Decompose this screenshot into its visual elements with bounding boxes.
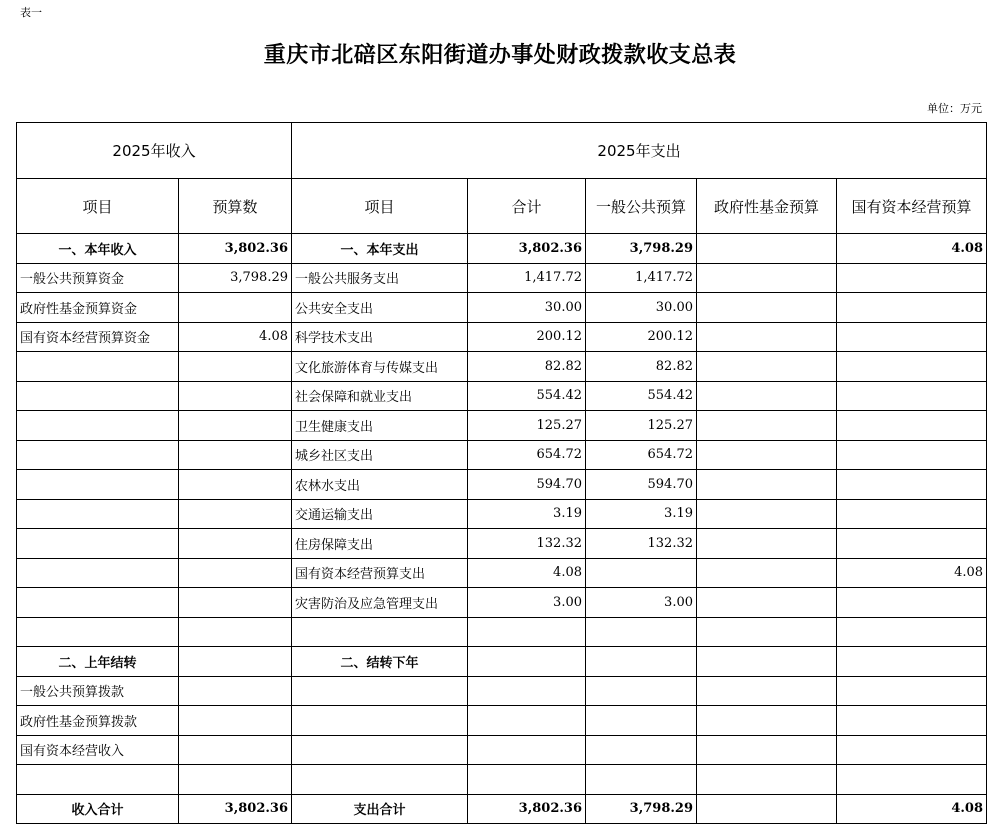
general-budget-cell bbox=[586, 765, 697, 795]
col-header-income-budget: 预算数 bbox=[179, 179, 292, 234]
expense-item-cell: 公共安全支出 bbox=[292, 293, 468, 323]
col-header-gov-fund-budget: 政府性基金预算 bbox=[697, 179, 837, 234]
expense-item-cell: 社会保障和就业支出 bbox=[292, 381, 468, 411]
income-budget-cell bbox=[179, 499, 292, 529]
income-item-cell: 国有资本经营预算资金 bbox=[17, 322, 179, 352]
gov-fund-budget-cell bbox=[697, 234, 837, 264]
gov-fund-budget-cell bbox=[697, 411, 837, 441]
expense-item-cell bbox=[292, 735, 468, 765]
gov-fund-budget-cell bbox=[697, 499, 837, 529]
gov-fund-budget-cell bbox=[697, 588, 837, 618]
gov-fund-budget-cell bbox=[697, 617, 837, 647]
general-budget-cell: 3.19 bbox=[586, 499, 697, 529]
income-budget-cell bbox=[179, 588, 292, 618]
income-item-cell: 国有资本经营收入 bbox=[17, 735, 179, 765]
expense-total-cell: 3,802.36 bbox=[468, 234, 586, 264]
expense-total-cell bbox=[468, 617, 586, 647]
expense-item-cell: 科学技术支出 bbox=[292, 322, 468, 352]
general-budget-cell: 200.12 bbox=[586, 322, 697, 352]
gov-fund-budget-cell bbox=[697, 529, 837, 559]
expense-total-cell: 82.82 bbox=[468, 352, 586, 382]
expense-item-cell: 交通运输支出 bbox=[292, 499, 468, 529]
general-budget-cell bbox=[586, 647, 697, 677]
group-header-row bbox=[17, 123, 987, 179]
expense-total-cell: 125.27 bbox=[468, 411, 586, 441]
state-capital-budget-cell bbox=[837, 322, 987, 352]
general-budget-cell bbox=[586, 706, 697, 736]
income-item-cell: 政府性基金预算资金 bbox=[17, 293, 179, 323]
general-budget-cell: 654.72 bbox=[586, 440, 697, 470]
expense-total-cell: 3.19 bbox=[468, 499, 586, 529]
expense-group-header: 2025年支出 bbox=[292, 123, 987, 179]
table-tag: 表一 bbox=[20, 6, 42, 19]
expense-item-cell: 城乡社区支出 bbox=[292, 440, 468, 470]
column-header-row bbox=[17, 179, 987, 234]
income-item-cell bbox=[17, 499, 179, 529]
state-capital-budget-cell: 4.08 bbox=[837, 558, 987, 588]
expense-item-cell: 卫生健康支出 bbox=[292, 411, 468, 441]
gov-fund-budget-cell bbox=[697, 676, 837, 706]
table-row bbox=[17, 293, 987, 323]
income-budget-cell bbox=[179, 529, 292, 559]
expense-total-cell: 132.32 bbox=[468, 529, 586, 559]
col-header-state-capital-budget: 国有资本经营预算 bbox=[837, 179, 987, 234]
income-budget-cell bbox=[179, 735, 292, 765]
income-item-cell bbox=[17, 381, 179, 411]
gov-fund-budget-cell bbox=[697, 352, 837, 382]
income-item-cell bbox=[17, 440, 179, 470]
income-budget-cell bbox=[179, 676, 292, 706]
table-row bbox=[17, 735, 987, 765]
expense-total-cell bbox=[468, 647, 586, 677]
state-capital-budget-cell bbox=[837, 293, 987, 323]
income-budget-cell: 3,802.36 bbox=[179, 794, 292, 824]
gov-fund-budget-cell bbox=[697, 293, 837, 323]
income-budget-cell bbox=[179, 647, 292, 677]
income-item-cell bbox=[17, 617, 179, 647]
general-budget-cell bbox=[586, 617, 697, 647]
expense-total-cell bbox=[468, 706, 586, 736]
expense-item-cell: 一般公共服务支出 bbox=[292, 263, 468, 293]
income-item-cell: 一般公共预算资金 bbox=[17, 263, 179, 293]
table-row bbox=[17, 499, 987, 529]
income-budget-cell bbox=[179, 617, 292, 647]
table-row bbox=[17, 765, 987, 795]
state-capital-budget-cell bbox=[837, 676, 987, 706]
expense-total-cell: 594.70 bbox=[468, 470, 586, 500]
state-capital-budget-cell bbox=[837, 617, 987, 647]
gov-fund-budget-cell bbox=[697, 470, 837, 500]
income-budget-cell bbox=[179, 706, 292, 736]
expense-total-cell: 554.42 bbox=[468, 381, 586, 411]
finance-table bbox=[16, 122, 987, 824]
table-row bbox=[17, 676, 987, 706]
expense-total-cell: 200.12 bbox=[468, 322, 586, 352]
state-capital-budget-cell bbox=[837, 411, 987, 441]
income-item-cell: 政府性基金预算拨款 bbox=[17, 706, 179, 736]
income-item-cell bbox=[17, 352, 179, 382]
general-budget-cell: 1,417.72 bbox=[586, 263, 697, 293]
table-row bbox=[17, 558, 987, 588]
income-budget-cell bbox=[179, 765, 292, 795]
table-row bbox=[17, 529, 987, 559]
expense-item-cell: 一、本年支出 bbox=[292, 234, 468, 264]
table-row bbox=[17, 381, 987, 411]
table-row bbox=[17, 706, 987, 736]
state-capital-budget-cell bbox=[837, 588, 987, 618]
income-item-cell bbox=[17, 558, 179, 588]
gov-fund-budget-cell bbox=[697, 706, 837, 736]
state-capital-budget-cell: 4.08 bbox=[837, 794, 987, 824]
gov-fund-budget-cell bbox=[697, 263, 837, 293]
general-budget-cell: 554.42 bbox=[586, 381, 697, 411]
state-capital-budget-cell: 4.08 bbox=[837, 234, 987, 264]
state-capital-budget-cell bbox=[837, 647, 987, 677]
income-budget-cell: 4.08 bbox=[179, 322, 292, 352]
expense-total-cell: 654.72 bbox=[468, 440, 586, 470]
expense-item-cell: 二、结转下年 bbox=[292, 647, 468, 677]
income-item-cell bbox=[17, 588, 179, 618]
table-row bbox=[17, 411, 987, 441]
income-budget-cell bbox=[179, 411, 292, 441]
state-capital-budget-cell bbox=[837, 735, 987, 765]
expense-item-cell: 文化旅游体育与传媒支出 bbox=[292, 352, 468, 382]
income-budget-cell bbox=[179, 352, 292, 382]
income-budget-cell: 3,798.29 bbox=[179, 263, 292, 293]
state-capital-budget-cell bbox=[837, 499, 987, 529]
table-row bbox=[17, 322, 987, 352]
col-header-general-budget: 一般公共预算 bbox=[586, 179, 697, 234]
state-capital-budget-cell bbox=[837, 263, 987, 293]
state-capital-budget-cell bbox=[837, 706, 987, 736]
table-row bbox=[17, 234, 987, 264]
expense-total-cell bbox=[468, 765, 586, 795]
gov-fund-budget-cell bbox=[697, 322, 837, 352]
income-budget-cell bbox=[179, 381, 292, 411]
expense-total-cell bbox=[468, 676, 586, 706]
col-header-total: 合计 bbox=[468, 179, 586, 234]
general-budget-cell bbox=[586, 558, 697, 588]
gov-fund-budget-cell bbox=[697, 381, 837, 411]
page-title: 重庆市北碚区东阳街道办事处财政拨款收支总表 bbox=[263, 42, 737, 68]
income-budget-cell bbox=[179, 470, 292, 500]
state-capital-budget-cell bbox=[837, 352, 987, 382]
table-row bbox=[17, 352, 987, 382]
general-budget-cell: 82.82 bbox=[586, 352, 697, 382]
expense-item-cell: 国有资本经营预算支出 bbox=[292, 558, 468, 588]
state-capital-budget-cell bbox=[837, 470, 987, 500]
expense-total-cell: 3,802.36 bbox=[468, 794, 586, 824]
gov-fund-budget-cell bbox=[697, 765, 837, 795]
expense-item-cell: 住房保障支出 bbox=[292, 529, 468, 559]
general-budget-cell: 3,798.29 bbox=[586, 794, 697, 824]
table-row bbox=[17, 470, 987, 500]
income-budget-cell bbox=[179, 440, 292, 470]
gov-fund-budget-cell bbox=[697, 735, 837, 765]
expense-item-cell bbox=[292, 617, 468, 647]
expense-total-cell: 4.08 bbox=[468, 558, 586, 588]
general-budget-cell: 3,798.29 bbox=[586, 234, 697, 264]
income-budget-cell bbox=[179, 293, 292, 323]
income-item-cell: 二、上年结转 bbox=[17, 647, 179, 677]
table-row bbox=[17, 647, 987, 677]
col-header-income-item: 项目 bbox=[17, 179, 179, 234]
expense-item-cell: 灾害防治及应急管理支出 bbox=[292, 588, 468, 618]
state-capital-budget-cell bbox=[837, 440, 987, 470]
expense-item-cell bbox=[292, 765, 468, 795]
gov-fund-budget-cell bbox=[697, 647, 837, 677]
general-budget-cell: 125.27 bbox=[586, 411, 697, 441]
table-row bbox=[17, 794, 987, 824]
income-item-cell bbox=[17, 529, 179, 559]
income-item-cell bbox=[17, 470, 179, 500]
table-row bbox=[17, 617, 987, 647]
general-budget-cell bbox=[586, 735, 697, 765]
table-row bbox=[17, 588, 987, 618]
income-budget-cell: 3,802.36 bbox=[179, 234, 292, 264]
income-budget-cell bbox=[179, 558, 292, 588]
table-row bbox=[17, 440, 987, 470]
expense-item-cell: 支出合计 bbox=[292, 794, 468, 824]
unit-label: 单位：万元 bbox=[927, 102, 982, 115]
income-item-cell bbox=[17, 411, 179, 441]
gov-fund-budget-cell bbox=[697, 440, 837, 470]
income-item-cell: 一般公共预算拨款 bbox=[17, 676, 179, 706]
gov-fund-budget-cell bbox=[697, 794, 837, 824]
col-header-expense-item: 项目 bbox=[292, 179, 468, 234]
expense-total-cell: 30.00 bbox=[468, 293, 586, 323]
state-capital-budget-cell bbox=[837, 765, 987, 795]
expense-item-cell bbox=[292, 676, 468, 706]
general-budget-cell: 3.00 bbox=[586, 588, 697, 618]
expense-item-cell bbox=[292, 706, 468, 736]
state-capital-budget-cell bbox=[837, 529, 987, 559]
state-capital-budget-cell bbox=[837, 381, 987, 411]
income-item-cell: 收入合计 bbox=[17, 794, 179, 824]
income-group-header: 2025年收入 bbox=[17, 123, 292, 179]
general-budget-cell: 30.00 bbox=[586, 293, 697, 323]
expense-total-cell: 1,417.72 bbox=[468, 263, 586, 293]
gov-fund-budget-cell bbox=[697, 558, 837, 588]
general-budget-cell bbox=[586, 676, 697, 706]
expense-item-cell: 农林水支出 bbox=[292, 470, 468, 500]
general-budget-cell: 132.32 bbox=[586, 529, 697, 559]
expense-total-cell bbox=[468, 735, 586, 765]
income-item-cell: 一、本年收入 bbox=[17, 234, 179, 264]
income-item-cell bbox=[17, 765, 179, 795]
table-row bbox=[17, 263, 987, 293]
general-budget-cell: 594.70 bbox=[586, 470, 697, 500]
expense-total-cell: 3.00 bbox=[468, 588, 586, 618]
